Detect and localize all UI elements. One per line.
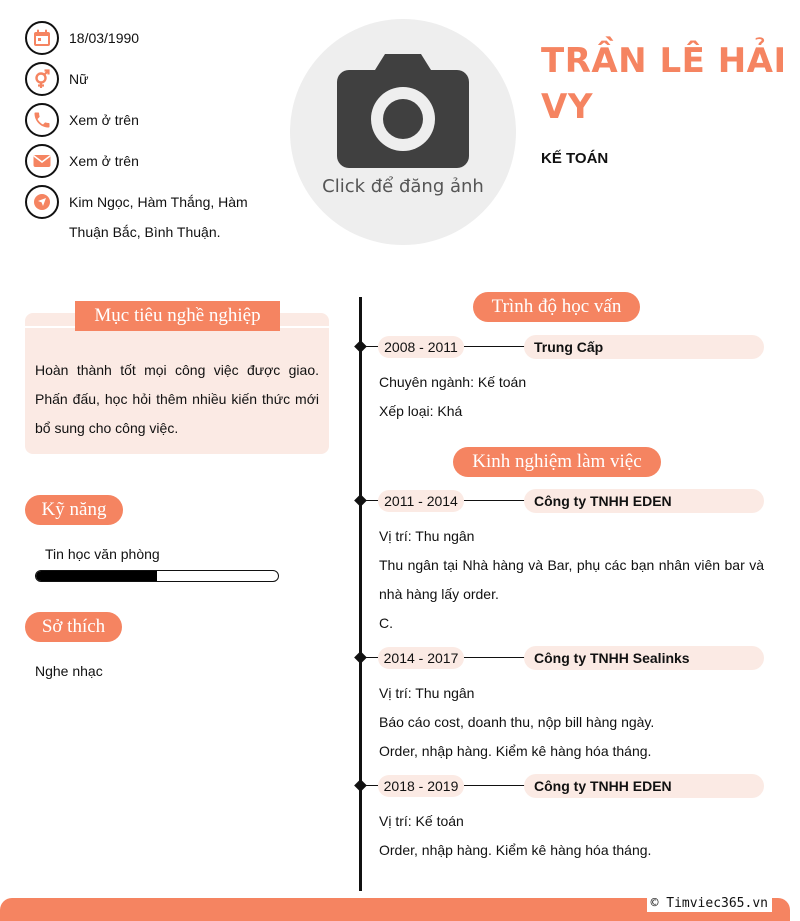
gender-icon <box>25 62 59 96</box>
mail-icon <box>25 144 59 178</box>
education-major: Chuyên ngành: Kế toán <box>379 374 527 390</box>
experience-position: Vị trí: Kế toán <box>379 813 464 829</box>
experience-period: 2011 - 2014 <box>378 490 464 512</box>
experience-description: Order, nhập hàng. Kiểm kê hàng hóa tháng. <box>379 842 652 858</box>
phone-text: Xem ở trên <box>69 112 139 128</box>
location-icon <box>25 185 59 219</box>
contact-address <box>25 185 249 247</box>
gender-text: Nữ <box>69 71 89 87</box>
experience-company: Công ty TNHH Sealinks <box>524 646 764 670</box>
education-period: 2008 - 2011 <box>378 336 464 358</box>
skills-heading: Kỹ năng <box>25 495 123 525</box>
contact-email <box>25 144 139 178</box>
experience-extra: C. <box>379 615 393 631</box>
education-school: Trung Cấp <box>524 335 764 359</box>
skill-level-fill <box>36 571 157 581</box>
camera-icon <box>335 52 471 170</box>
objective-heading: Mục tiêu nghề nghiệp <box>75 301 280 331</box>
calendar-icon <box>25 21 59 55</box>
contact-phone <box>25 103 139 137</box>
address-text: Kim Ngọc, Hàm Thắng, Hàm Thuận Bắc, Bình Thuận. <box>69 194 248 240</box>
experience-company: Công ty TNHH EDEN <box>524 774 764 798</box>
experience-period: 2014 - 2017 <box>378 647 464 669</box>
education-heading: Trình độ học vấn <box>473 292 640 322</box>
skill-name: Tin học văn phòng <box>45 546 160 562</box>
education-grade: Xếp loại: Khá <box>379 403 463 419</box>
experience-description: Báo cáo cost, doanh thu, nộp bill hàng ngày. <box>379 714 655 730</box>
experience-period: 2018 - 2019 <box>378 775 464 797</box>
copyright-text: © Timviec365.vn <box>647 896 772 912</box>
experience-position: Vị trí: Thu ngân <box>379 528 475 544</box>
job-title: KẾ TOÁN <box>541 150 609 167</box>
experience-extra: Order, nhập hàng. Kiểm kê hàng hóa tháng. <box>379 743 652 759</box>
phone-icon <box>25 103 59 137</box>
photo-upload[interactable] <box>290 19 516 245</box>
email-text: Xem ở trên <box>69 153 139 169</box>
experience-heading: Kinh nghiệm làm việc <box>453 447 661 477</box>
hobbies-heading: Sở thích <box>25 612 122 642</box>
experience-description: Thu ngân tại Nhà hàng và Bar, phụ các bạn nhân viên bar và nhà hàng lấy order. <box>379 557 764 602</box>
contact-birthdate <box>25 21 139 55</box>
hobby-item: Nghe nhạc <box>35 663 103 679</box>
timeline-line <box>359 297 362 891</box>
candidate-name: TRẦN LÊ HẢI VY <box>541 41 787 127</box>
contact-gender <box>25 62 88 96</box>
skill-level-bar <box>35 570 279 582</box>
objective-text: Hoàn thành tốt mọi công việc được giao. Phấn đấu, học hỏi thêm nhiều kiến thức mới bổ sung cho công việc. <box>35 362 319 436</box>
experience-position: Vị trí: Thu ngân <box>379 685 475 701</box>
experience-company: Công ty TNHH EDEN <box>524 489 764 513</box>
photo-upload-label: Click để đăng ảnh <box>322 176 484 197</box>
birthdate-text: 18/03/1990 <box>69 30 140 46</box>
